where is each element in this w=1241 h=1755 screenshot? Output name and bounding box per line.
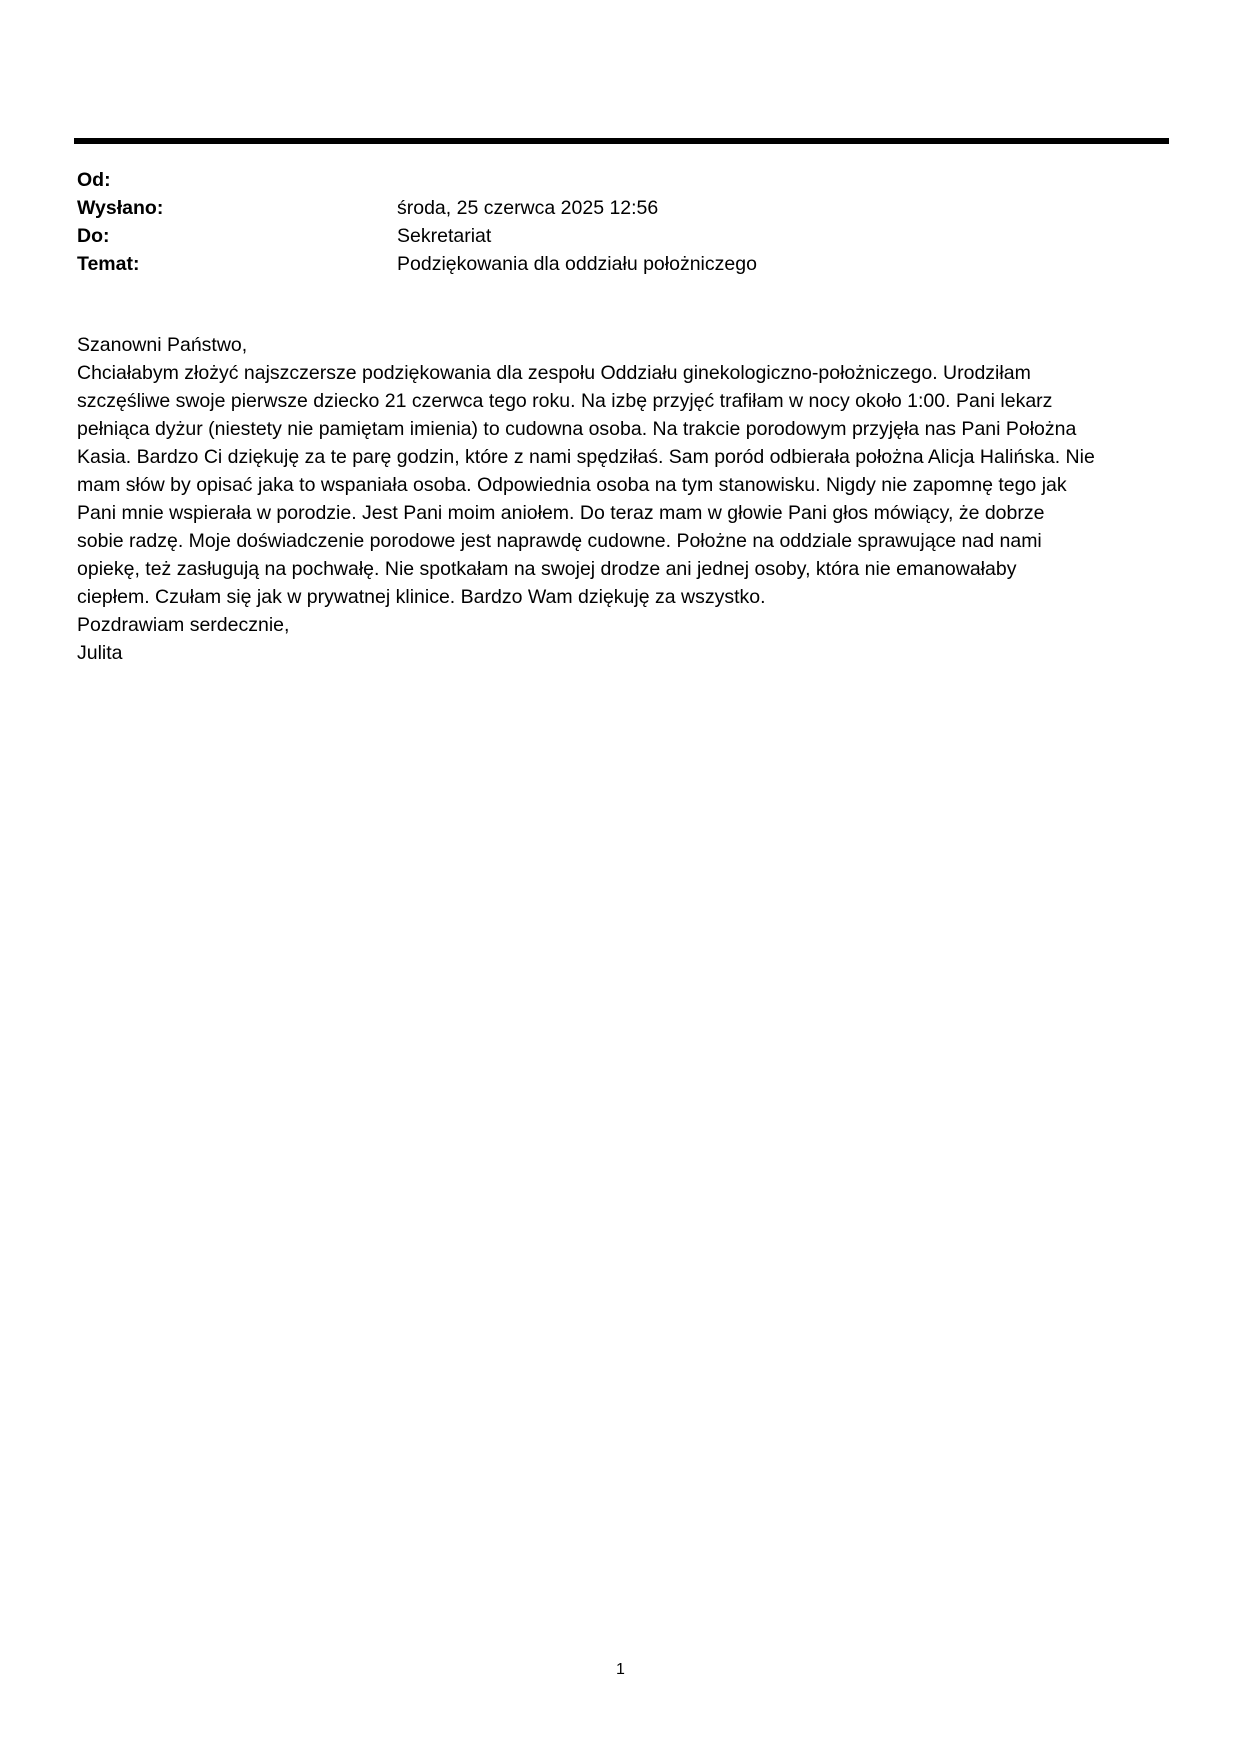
closing-line: Pozdrawiam serdecznie,	[77, 614, 290, 636]
body-line: szczęśliwe swoje pierwsze dziecko 21 czerwca tego roku. Na izbę przyjęć trafiłam w nocy około 1:00. Pani lekarz	[77, 390, 1053, 412]
email-body	[77, 331, 1167, 667]
body-line: Chciałabym złożyć najszczersze podziękowania dla zespołu Oddziału ginekologiczno-położniczego. Urodziłam	[77, 362, 1031, 384]
from-label: Od:	[77, 169, 111, 191]
header-row-from	[77, 166, 1167, 194]
sent-label: Wysłano:	[77, 197, 164, 219]
header-row-sent	[77, 194, 1167, 222]
body-line: pełniąca dyżur (niestety nie pamiętam imienia) to cudowna osoba. Na trakcie porodowym przyjęła nas Pani Położna	[77, 418, 1077, 440]
page-number: 1	[616, 1661, 625, 1678]
signature-line: Julita	[77, 642, 123, 664]
to-label: Do:	[77, 225, 110, 247]
email-header-block	[77, 166, 1167, 278]
subject-label: Temat:	[77, 253, 140, 275]
subject-value: Podziękowania dla oddziału położniczego	[397, 253, 757, 275]
sent-value: środa, 25 czerwca 2025 12:56	[397, 197, 659, 219]
header-row-to	[77, 222, 1167, 250]
to-value: Sekretariat	[397, 225, 492, 247]
header-divider-rule	[74, 138, 1169, 144]
body-line: Kasia. Bardzo Ci dziękuję za te parę godzin, które z nami spędziłaś. Sam poród odbierała położna Alicja Halińska. Nie	[77, 446, 1095, 468]
header-row-subject	[77, 250, 1167, 278]
body-line: Pani mnie wspierała w porodzie. Jest Pani moim aniołem. Do teraz mam w głowie Pani głos mówiący, że dobrze	[77, 502, 1045, 524]
body-line: sobie radzę. Moje doświadczenie porodowe jest naprawdę cudowne. Położne na oddziale sprawujące nad nami	[77, 530, 1042, 552]
greeting-line: Szanowni Państwo,	[77, 334, 248, 356]
from-value	[397, 166, 1167, 194]
body-line: ciepłem. Czułam się jak w prywatnej klinice. Bardzo Wam dziękuję za wszystko.	[77, 586, 766, 608]
body-line: mam słów by opisać jaka to wspaniała osoba. Odpowiednia osoba na tym stanowisku. Nigdy nie zapomnę tego jak	[77, 474, 1067, 496]
body-line: opiekę, też zasługują na pochwałę. Nie spotkałam na swojej drodze ani jednej osoby, która nie emanowałaby	[77, 558, 1017, 580]
